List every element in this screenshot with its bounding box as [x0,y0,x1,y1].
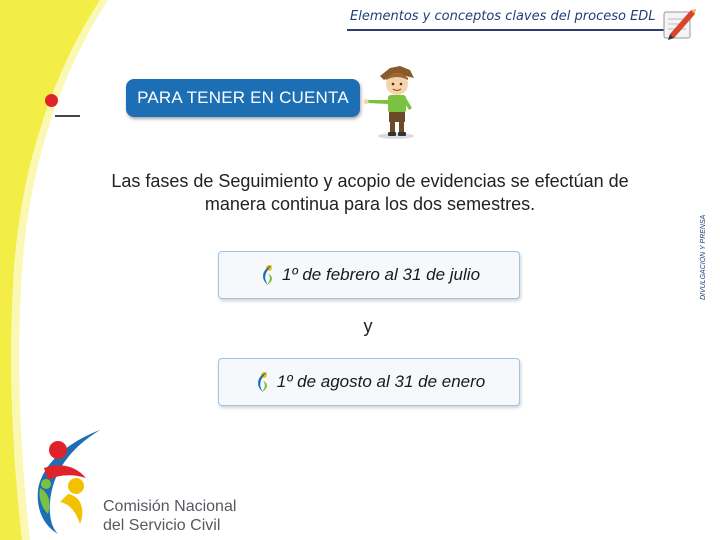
period-text-1: 1º de febrero al 31 de julio [281,265,481,284]
bullet-underline [55,115,80,117]
callout-label: PARA TENER EN CUENTA [137,88,349,107]
organization-name [103,497,236,535]
period-box-1 [218,251,520,299]
pointing-boy-illustration-icon [360,62,426,140]
info-paragraph: Las fases de Seguimiento y acopio de evidencias se efectúan de manera continua para los dos semestres. [111,171,629,214]
pencil-notebook-icon [658,4,698,44]
period-text-2: 1º de agosto al 31 de enero [276,372,486,391]
header-underline [347,29,665,31]
callout-banner [126,79,360,117]
organization-name-line-1: Comisión Nacional [103,498,237,515]
organization-name-line-2: del Servicio Civil [103,517,221,534]
connector-word: y [363,316,373,336]
person-icon [253,370,271,394]
side-vertical-label: DIVULGACIÓN Y PRENSA [700,214,707,300]
red-bullet-dot [45,94,58,107]
header-title: Elementos y conceptos claves del proceso EDL [350,9,656,24]
cnsc-logo-icon [30,428,108,536]
person-icon [258,263,276,287]
period-box-2 [218,358,520,406]
